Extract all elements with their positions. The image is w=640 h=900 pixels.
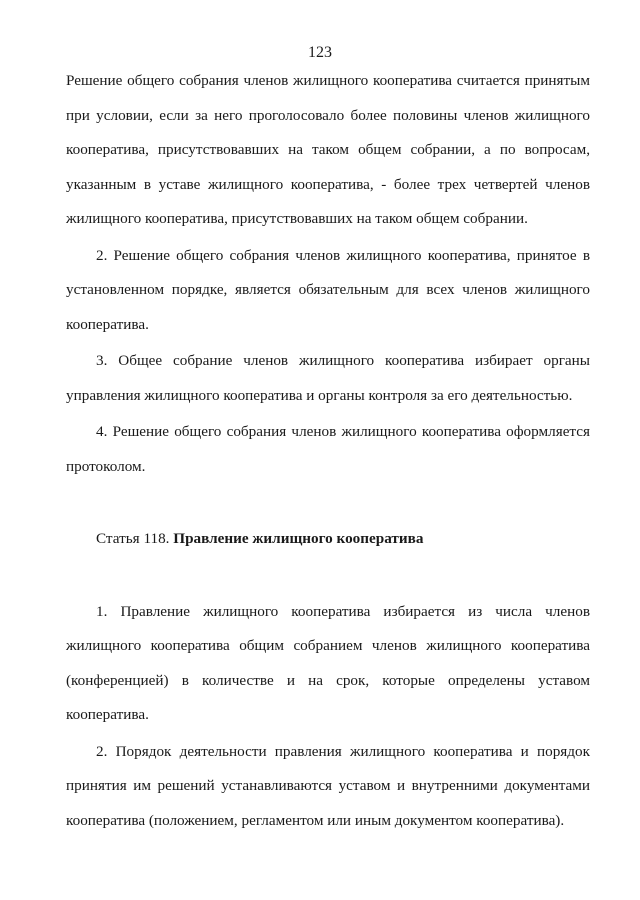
- article-heading: [66, 522, 590, 557]
- paragraph: 3. Общее собрание членов жилищного кооператива избирает органы управления жилищного кооператива и органы контроля за его деятельностью.: [66, 352, 590, 404]
- article-number: Статья 118.: [96, 530, 170, 547]
- paragraph: 4. Решение общего собрания членов жилищного кооператива оформляется протоколом.: [66, 423, 590, 475]
- paragraph: 2. Решение общего собрания членов жилищного кооператива, принятое в установленном порядке, является обязательным для всех членов жилищного кооператива.: [66, 246, 590, 333]
- paragraph: 2. Порядок деятельности правления жилищного кооператива и порядок принятия им решений устанавливаются уставом и внутренними документами кооператива (положением, регламентом или иным документом кооператива).: [66, 742, 590, 829]
- article-title: Правление жилищного кооператива: [173, 530, 424, 547]
- paragraph: 1. Правление жилищного кооператива избирается из числа членов жилищного кооператива общим собранием членов жилищного кооператива (конференцией) в количестве и на срок, которые определены уставом кооператива.: [66, 602, 590, 723]
- document-body: [66, 64, 590, 838]
- page-number: 123: [308, 44, 332, 61]
- paragraph: Решение общего собрания членов жилищного кооператива считается принятым при условии, если за него проголосовало более половины членов жилищного кооператива, присутствовавших на таком общем собрании, а по вопросам, указанным в уставе жилищного кооператива, - более трех четвертей членов жилищного кооператива, присутствовавших на таком общем собрании.: [66, 72, 590, 227]
